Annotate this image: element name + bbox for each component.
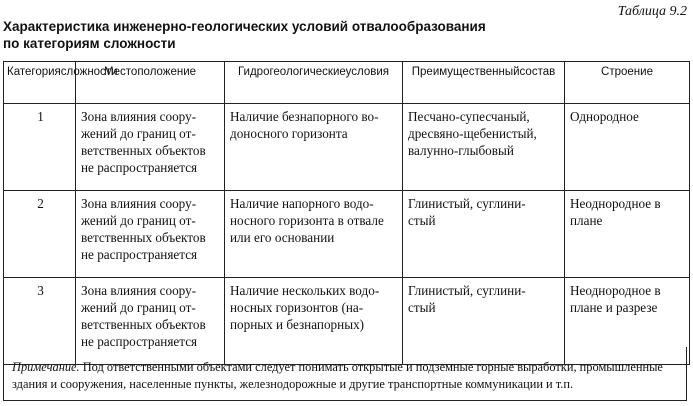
cell-line: Неоднородное в xyxy=(570,283,661,298)
cell-line: Зона влияния соору- xyxy=(81,196,197,211)
cell-line: ветственных объектов xyxy=(81,143,206,158)
cell-line: носных горизонтов (на- xyxy=(230,300,364,315)
note-line: здания и сооружения, населенные пункты, железнодорожные и другие транспортные коммуникации и т.п. xyxy=(12,376,574,391)
cell-line: жений до границ от- xyxy=(81,300,196,315)
cell-line: Зона влияния соору- xyxy=(81,283,197,298)
cell-composition xyxy=(403,191,565,278)
cell-line: или его основании xyxy=(230,230,335,245)
cell-line: не распространяется xyxy=(81,247,198,262)
table-note xyxy=(3,347,687,401)
cell-structure xyxy=(565,191,690,278)
cell-line: условия xyxy=(345,66,390,78)
header-hydro xyxy=(225,62,403,104)
cell-line: плане xyxy=(570,213,603,228)
cell-location xyxy=(76,191,225,278)
note-lead: Примечание. xyxy=(12,360,80,374)
cell-line: доносного горизонта xyxy=(230,126,348,141)
cell-line: Глинистый, суглини- xyxy=(408,196,526,211)
cell-line: Гидрогеологические xyxy=(237,66,346,78)
cell-line: дресвяно-щебенистый, xyxy=(408,126,537,141)
cell-line: Наличие безнапорного во- xyxy=(230,109,379,124)
table-row xyxy=(4,191,690,278)
table-row xyxy=(4,104,690,191)
header-composition xyxy=(403,62,565,104)
cell-line: носного горизонта в отвале xyxy=(230,213,384,228)
header-category xyxy=(4,62,118,104)
header-row xyxy=(4,62,690,104)
cell-line: сложности xyxy=(60,66,118,78)
cell-category: 2 xyxy=(4,191,76,278)
cell-line: Зона влияния соору- xyxy=(81,109,197,124)
note-line xyxy=(12,359,678,376)
header-structure xyxy=(565,62,690,104)
cell-line: Однородное xyxy=(570,109,639,124)
cell-line: ветственных объектов xyxy=(81,317,206,332)
cell-line: жений до границ от- xyxy=(81,126,196,141)
cell-line: Наличие нескольких водо- xyxy=(230,283,380,298)
cell-line: состав xyxy=(519,66,556,78)
table-title xyxy=(3,18,603,52)
cell-line: плане и разрезе xyxy=(570,300,658,315)
cell-hydro xyxy=(225,104,403,191)
cell-line: ветственных объектов xyxy=(81,230,206,245)
cell-composition xyxy=(403,104,565,191)
conditions-table xyxy=(3,61,690,365)
cell-category: 3 xyxy=(4,278,76,365)
cell-line: Наличие напорного водо- xyxy=(230,196,374,211)
cell-line: Глинистый, суглини- xyxy=(408,283,526,298)
table-number: Таблица 9.2 xyxy=(617,4,687,19)
cell-line: стый xyxy=(408,300,436,315)
cell-category: 1 xyxy=(4,104,76,191)
cell-line: жений до границ от- xyxy=(81,213,196,228)
title-line: по категориям сложности xyxy=(3,36,176,51)
cell-line: порных и безнапорных) xyxy=(230,317,365,332)
cell-line: Неоднородное в xyxy=(570,196,661,211)
cell-line: Категория xyxy=(7,66,61,78)
note-text: Под ответственными объектами следует понимать открытые и подземные горные выработки, промышленные xyxy=(79,360,663,374)
title-line: Характеристика инженерно-геологических условий отвалообразования xyxy=(3,19,486,34)
cell-line: Строение xyxy=(601,66,653,78)
cell-line: не распространяется xyxy=(81,160,198,175)
cell-line: не распространяется xyxy=(81,334,198,349)
cell-line: валунно-глыбовый xyxy=(408,143,514,158)
cell-line: стый xyxy=(408,213,436,228)
cell-line: Местоположение xyxy=(103,66,197,78)
cell-hydro xyxy=(225,191,403,278)
cell-line: Преимущественный xyxy=(411,66,520,78)
cell-line: Песчано-супесчаный, xyxy=(408,109,530,124)
cell-structure xyxy=(565,104,690,191)
cell-location xyxy=(76,104,225,191)
